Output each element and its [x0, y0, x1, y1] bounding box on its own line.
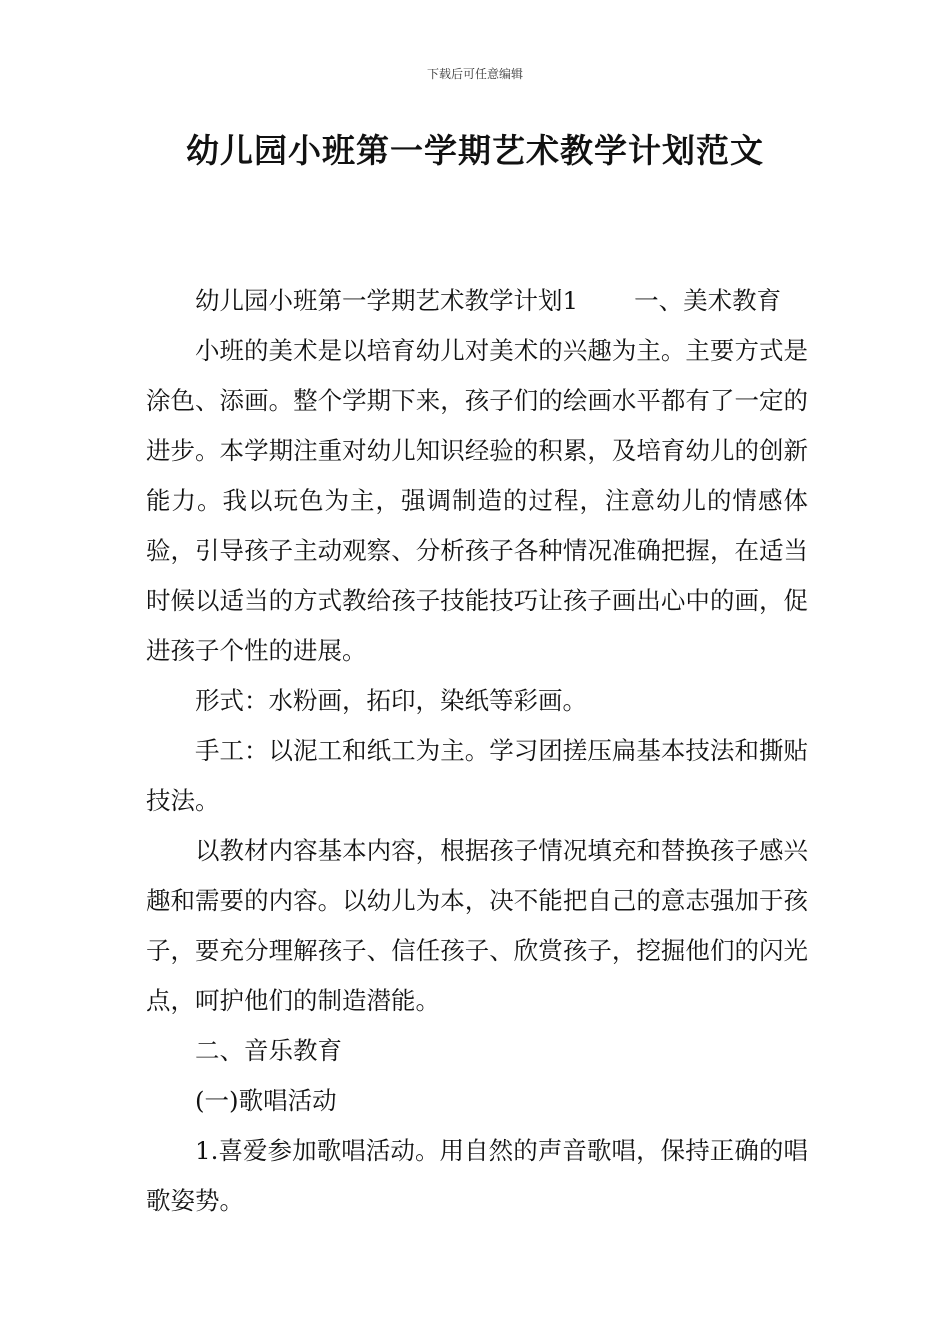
- subsection-heading-singing: (一)歌唱活动: [195, 1086, 337, 1115]
- paragraph-handcraft: 手工：以泥工和纸工为主。学习团搓压扁基本技法和撕贴技法。: [146, 736, 808, 815]
- header-note: 下载后可任意编辑: [426, 67, 523, 81]
- paragraph-singing-goal-1: 1.喜爱参加歌唱活动。用自然的声音歌唱，保持正确的唱歌姿势。: [146, 1136, 808, 1215]
- document-title: 幼儿园小班第一学期艺术教学计划范文: [186, 131, 764, 170]
- document-body: [146, 276, 808, 1226]
- intro-paragraph: [146, 276, 808, 326]
- intro-plan-title: 幼儿园小班第一学期艺术教学计划1: [195, 286, 579, 315]
- section-heading-art: 一、美术教育: [634, 286, 782, 315]
- paragraph-art-forms: 形式：水粉画，拓印，染纸等彩画。: [195, 686, 587, 715]
- section-heading-music: 二、音乐教育: [195, 1036, 342, 1065]
- paragraph-art-intro: 小班的美术是以培育幼儿对美术的兴趣为主。主要方式是涂色、添画。整个学期下来，孩子们的绘画水平都有了一定的进步。本学期注重对幼儿知识经验的积累，及培育幼儿的创新能力。我以玩色为主，强调制造的过程，注意幼儿的情感体验，引导孩子主动观察、分析孩子各种情况准确把握，在适当时候以适当的方式教给孩子技能技巧让孩子画出心中的画，促进孩子个性的进展。: [146, 336, 808, 665]
- paragraph-teaching-content: 以教材内容基本内容，根据孩子情况填充和替换孩子感兴趣和需要的内容。以幼儿为本，决不能把自己的意志强加于孩子，要充分理解孩子、信任孩子、欣赏孩子，挖掘他们的闪光点，呵护他们的制造潜能。: [146, 836, 808, 1015]
